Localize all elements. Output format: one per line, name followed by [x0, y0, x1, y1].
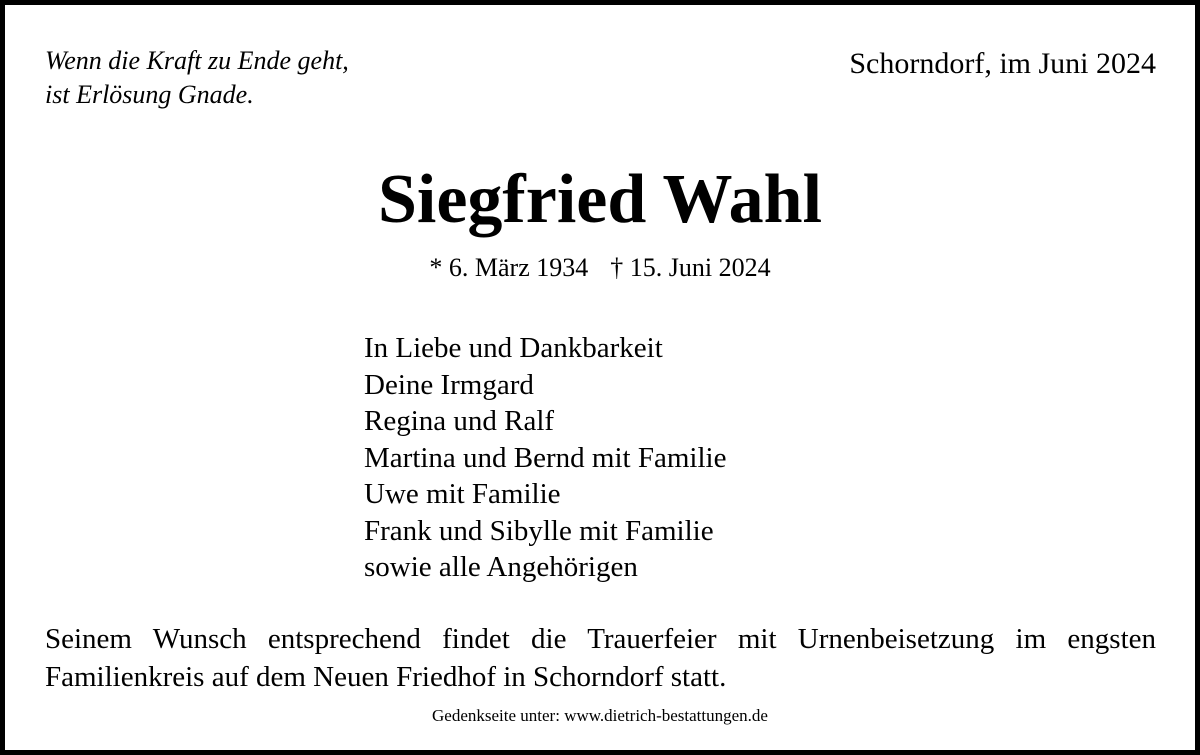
mourner-line: Martina und Bernd mit Familie: [364, 441, 727, 474]
memorial-page-link: Gedenkseite unter: www.dietrich-bestattungen.de: [432, 706, 768, 725]
life-dates: [0, 250, 1200, 286]
birth-date: * 6. März 1934: [429, 253, 589, 282]
motto-line-1: Wenn die Kraft zu Ende geht,: [45, 46, 349, 75]
mourner-line: Deine Irmgard: [364, 368, 534, 401]
motto-line-2: ist Erlösung Gnade.: [45, 80, 254, 109]
mourner-line: Uwe mit Familie: [364, 478, 561, 510]
mourner-line: sowie alle Angehörigen: [364, 551, 638, 583]
place-date: Schorndorf, im Juni 2024: [849, 47, 1156, 80]
deceased-name: Siegfried Wahl: [377, 161, 823, 238]
funeral-notice: Seinem Wunsch entsprechend findet die Trauerfeier mit Urnenbeisetzung im engsten Familienkreis auf dem Neuen Friedhof in Schorndorf statt.: [45, 623, 1156, 693]
mourner-line: Regina und Ralf: [364, 405, 555, 437]
mourner-line: In Liebe und Dankbarkeit: [364, 332, 663, 364]
death-date: † 15. Juni 2024: [610, 253, 771, 282]
mourner-line: Frank und Sibylle mit Familie: [364, 514, 714, 547]
mourners-list: [364, 330, 726, 586]
motto-quote: [45, 44, 349, 112]
